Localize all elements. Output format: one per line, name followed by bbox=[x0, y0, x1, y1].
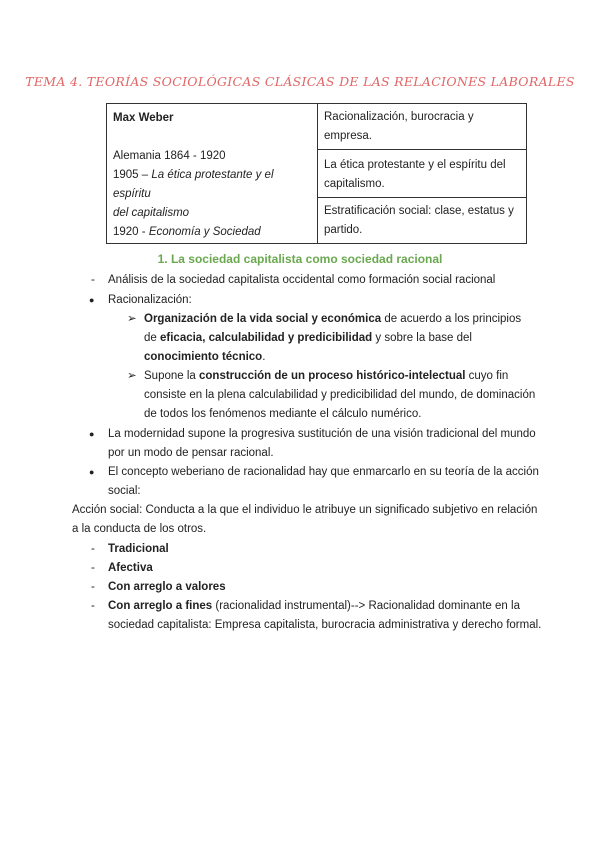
bullet-marker: ● bbox=[89, 295, 95, 305]
list-item: Análisis de la sociedad capitalista occidental como formación social racional bbox=[108, 274, 496, 286]
dash-marker: - bbox=[91, 562, 95, 574]
arrow-marker: ➢ bbox=[127, 370, 137, 382]
paragraph-line: Acción social: Conducta a la que el individuo le atribuye un significado subjetivo en relación bbox=[72, 504, 538, 516]
topic-cell-2: La ética protestante y el espíritu del capitalismo. bbox=[318, 150, 527, 198]
paragraph-line: a la conducta de los otros. bbox=[72, 523, 207, 535]
list-item-cont: sociedad capitalista: Empresa capitalista, burocracia administrativa y derecho formal. bbox=[108, 619, 542, 631]
bullet-marker: ● bbox=[89, 467, 95, 477]
list-item: La modernidad supone la progresiva sustitución de una visión tradicional del mundo bbox=[108, 428, 536, 440]
author-life: Alemania 1864 - 1920 bbox=[113, 150, 226, 162]
section-heading: 1. La sociedad capitalista como sociedad racional bbox=[157, 252, 443, 266]
list-item-cont: social: bbox=[108, 485, 141, 497]
dash-marker: - bbox=[91, 274, 95, 286]
dash-marker: - bbox=[91, 600, 95, 612]
list-item-cont: por un modo de pensar racional. bbox=[108, 447, 274, 459]
arrow-marker: ➢ bbox=[127, 313, 137, 325]
list-item: El concepto weberiano de racionalidad hay que enmarcarlo en su teoría de la acción bbox=[108, 466, 539, 478]
author-info-table bbox=[106, 103, 527, 244]
author-name: Max Weber bbox=[113, 112, 174, 124]
list-item: Organización de la vida social y económica de acuerdo a los principios bbox=[144, 313, 522, 325]
author-cell bbox=[107, 104, 318, 244]
list-item-cont: de todos los fenómenos mediante el cálculo numérico. bbox=[144, 408, 422, 420]
list-item-cont: de eficacia, calculabilidad y predicibilidad y sobre la base del bbox=[144, 332, 472, 344]
bullet-marker: ● bbox=[89, 429, 95, 439]
dash-marker: - bbox=[91, 543, 95, 555]
list-item: Racionalización: bbox=[108, 294, 192, 306]
work-1-cont: del capitalismo bbox=[113, 207, 190, 219]
topic-cell-1: Racionalización, burocracia y empresa. bbox=[318, 104, 527, 150]
work-2: 1920 - Economía y Sociedad bbox=[113, 226, 261, 238]
action-type-ends: Con arreglo a fines (racionalidad instrumental)--> Racionalidad dominante en la bbox=[108, 600, 520, 612]
topic-cell-3: Estratificación social: clase, estatus y partido. bbox=[318, 198, 527, 244]
list-item-cont: consiste en la plena calculabilidad y predicibilidad del mundo, de dominación bbox=[144, 389, 536, 401]
action-type-values: Con arreglo a valores bbox=[108, 581, 226, 593]
action-type-affective: Afectiva bbox=[108, 562, 153, 574]
document-title: TEMA 4. TEORÍAS SOCIOLÓGICAS CLÁSICAS DE LAS RELACIONES LABORALES bbox=[25, 74, 575, 89]
action-type-traditional: Tradicional bbox=[108, 543, 169, 555]
dash-marker: - bbox=[91, 581, 95, 593]
work-1: 1905 – La ética protestante y el espíritu bbox=[113, 169, 274, 200]
list-item-cont: conocimiento técnico. bbox=[144, 351, 266, 363]
list-item: Supone la construcción de un proceso histórico-intelectual cuyo fin bbox=[144, 370, 509, 382]
